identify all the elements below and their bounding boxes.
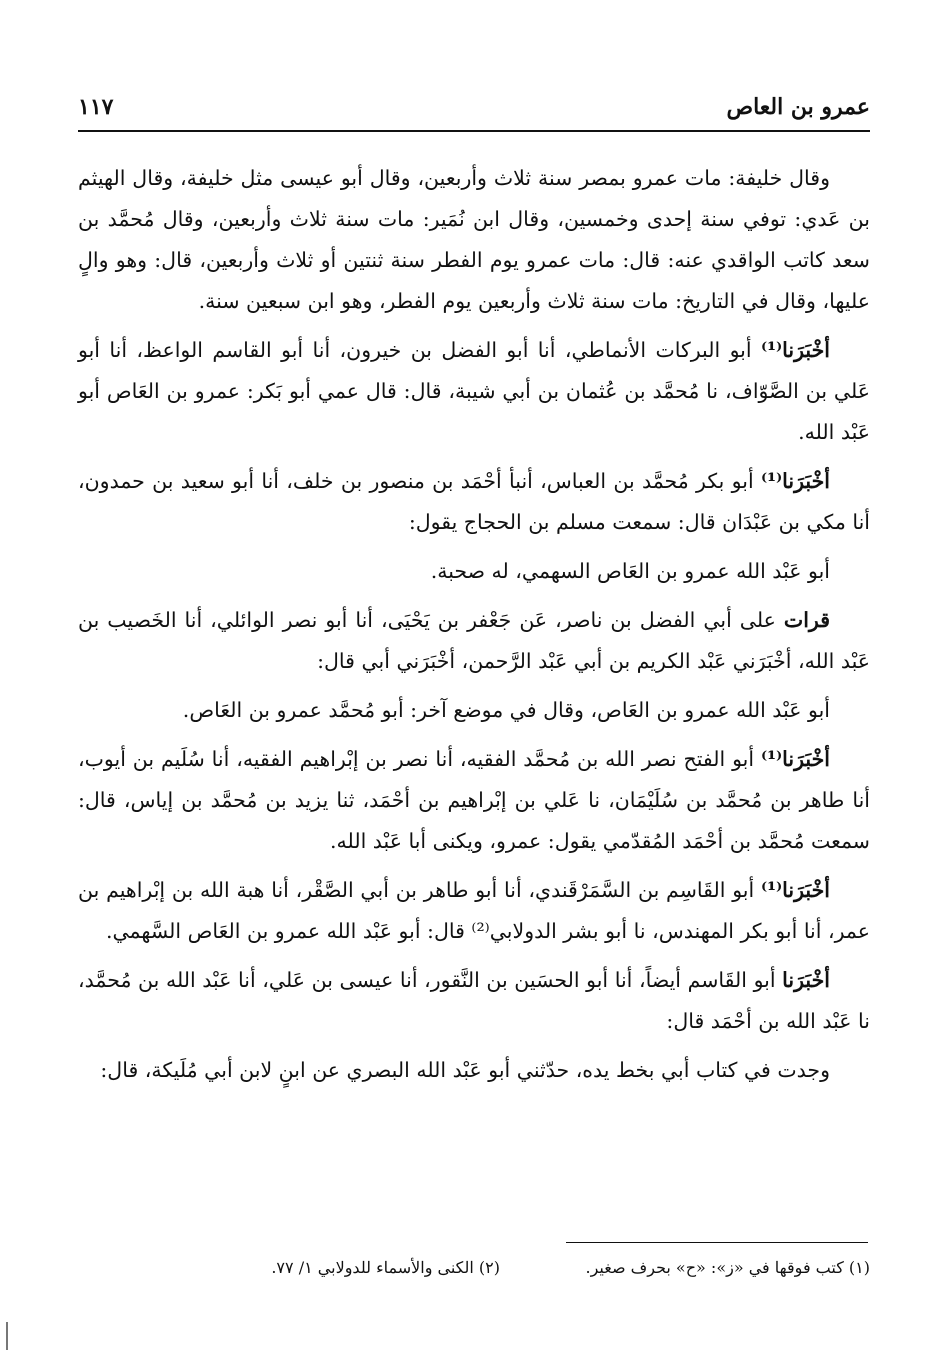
paragraph-text: وجدت في كتاب أبي بخط يده، حدّثني أبو عَبْد الله البصري عن ابنٍ لابن أبي مُلَيكة، قال: [100, 1058, 830, 1082]
running-title: عمرو بن العاص [726, 94, 870, 120]
paragraph [78, 870, 870, 952]
paragraph-text: أبو الفتح نصر الله بن مُحمَّد الفقيه، أنا نصر بن إبْراهيم الفقيه، أنا سُلَيم بن أيوب، أنا طاهر بن مُحمَّد بن سُلَيْمَان، نا عَلي بن إبْراهيم بن أحْمَد، ثنا يزيد بن مُحمَّد بن إياس، قال: سمعت مُحمَّد بن أحْمَد المُقدّمي يقول: عمرو، ويكنى أبا عَبْد الله. [78, 747, 870, 853]
paragraph-text: أبو القَاسم أيضاً، أنا أبو الحسَين بن النَّقور، أنا عيسى بن عَلي، أنا عَبْد الله بن مُحمَّد، نا عَبْد الله بن أحْمَد قال: [78, 968, 870, 1033]
paragraph-lead: أخْبَرَنا⁽¹⁾ [760, 469, 830, 493]
paragraph [78, 330, 870, 453]
paragraph [78, 600, 870, 682]
main-text [78, 158, 870, 1099]
paragraph [78, 739, 870, 862]
footnotes [150, 1258, 870, 1292]
paragraph [78, 461, 870, 543]
paragraph [78, 960, 870, 1042]
paragraph-lead: أخْبَرَنا⁽¹⁾ [760, 878, 830, 902]
paragraph [78, 690, 870, 731]
footnote-divider [566, 1242, 868, 1243]
page-number: ١١٧ [78, 94, 114, 120]
paragraph-lead: أخْبَرَنا⁽¹⁾ [760, 338, 830, 362]
footnote-1: (١) كتب فوقها في «ز»: «ح» بحرف صغير. [585, 1258, 870, 1277]
paragraph-lead: قرات [783, 608, 830, 632]
paragraph [78, 158, 870, 322]
paragraph-lead: أخْبَرَنا⁽¹⁾ [760, 747, 830, 771]
paragraph-text: أبو البركات الأنماطي، أنا أبو الفضل بن خيرون، أنا أبو القاسم الواعظ، أنا أبو عَلي بن الصَّوّاف، نا مُحمَّد بن عُثمان بن أبي شيبة، قال: قال عمي أبو بَكر: عمرو بن العَاص أبو عَبْد الله. [78, 338, 870, 444]
paragraph [78, 1050, 870, 1091]
scan-margin-mark [6, 1322, 8, 1350]
paragraph-text: أبو القَاسِم بن السَّمَرْقَندي، أنا أبو طاهر بن أبي الصَّقْر، أنا هبة الله بن إبْراهيم بن عمر، أنا أبو بكر المهندس، نا أبو بشر الدولابي⁽²⁾ قال: أبو عَبْد الله عمرو بن العَاص السَّهمي. [78, 878, 870, 943]
paragraph-lead: أخْبَرَنا [782, 968, 830, 992]
footnote-2: (٢) الكنى والأسماء للدولابي ١/ ٧٧. [271, 1258, 500, 1277]
paragraph-text: وقال خليفة: مات عمرو بمصر سنة ثلاث وأربعين، وقال أبو عيسى مثل خليفة، وقال الهيثم بن عَدي: توفي سنة إحدى وخمسين، وقال ابن نُمَير: مات سنة ثلاث وأربعين، وقال مُحمَّد بن سعد كاتب الواقدي عنه: قال: مات عمرو يوم الفطر سنة ثنتين أو ثلاث وأربعين، قال: وهو والٍ عليها، وقال في التاريخ: مات سنة ثلاث وأربعين يوم الفطر، وهو ابن سبعين سنة. [78, 166, 870, 313]
paragraph-text: على أبي الفضل بن ناصر، عَن جَعْفر بن يَحْيَى، أنا أبو نصر الوائلي، أنا الخَصيب بن عَبْد الله، أخْبَرَني عَبْد الكريم بن أبي عَبْد الرَّحمن، أخْبَرَني أبي قال: [78, 608, 870, 673]
paragraph-text: أبو عَبْد الله عمرو بن العَاص السهمي، له صحبة. [430, 559, 830, 583]
paragraph [78, 551, 870, 592]
paragraph-text: أبو عَبْد الله عمرو بن العَاص، وقال في موضع آخر: أبو مُحمَّد عمرو بن العَاص. [182, 698, 830, 722]
page-header [78, 90, 870, 132]
paragraph-text: أبو بكر مُحمَّد بن العباس، أنبأ أحْمَد بن منصور بن خلف، أنا أبو سعيد بن حمدون، أنا مكي بن عَبْدَان قال: سمعت مسلم بن الحجاج يقول: [78, 469, 870, 534]
